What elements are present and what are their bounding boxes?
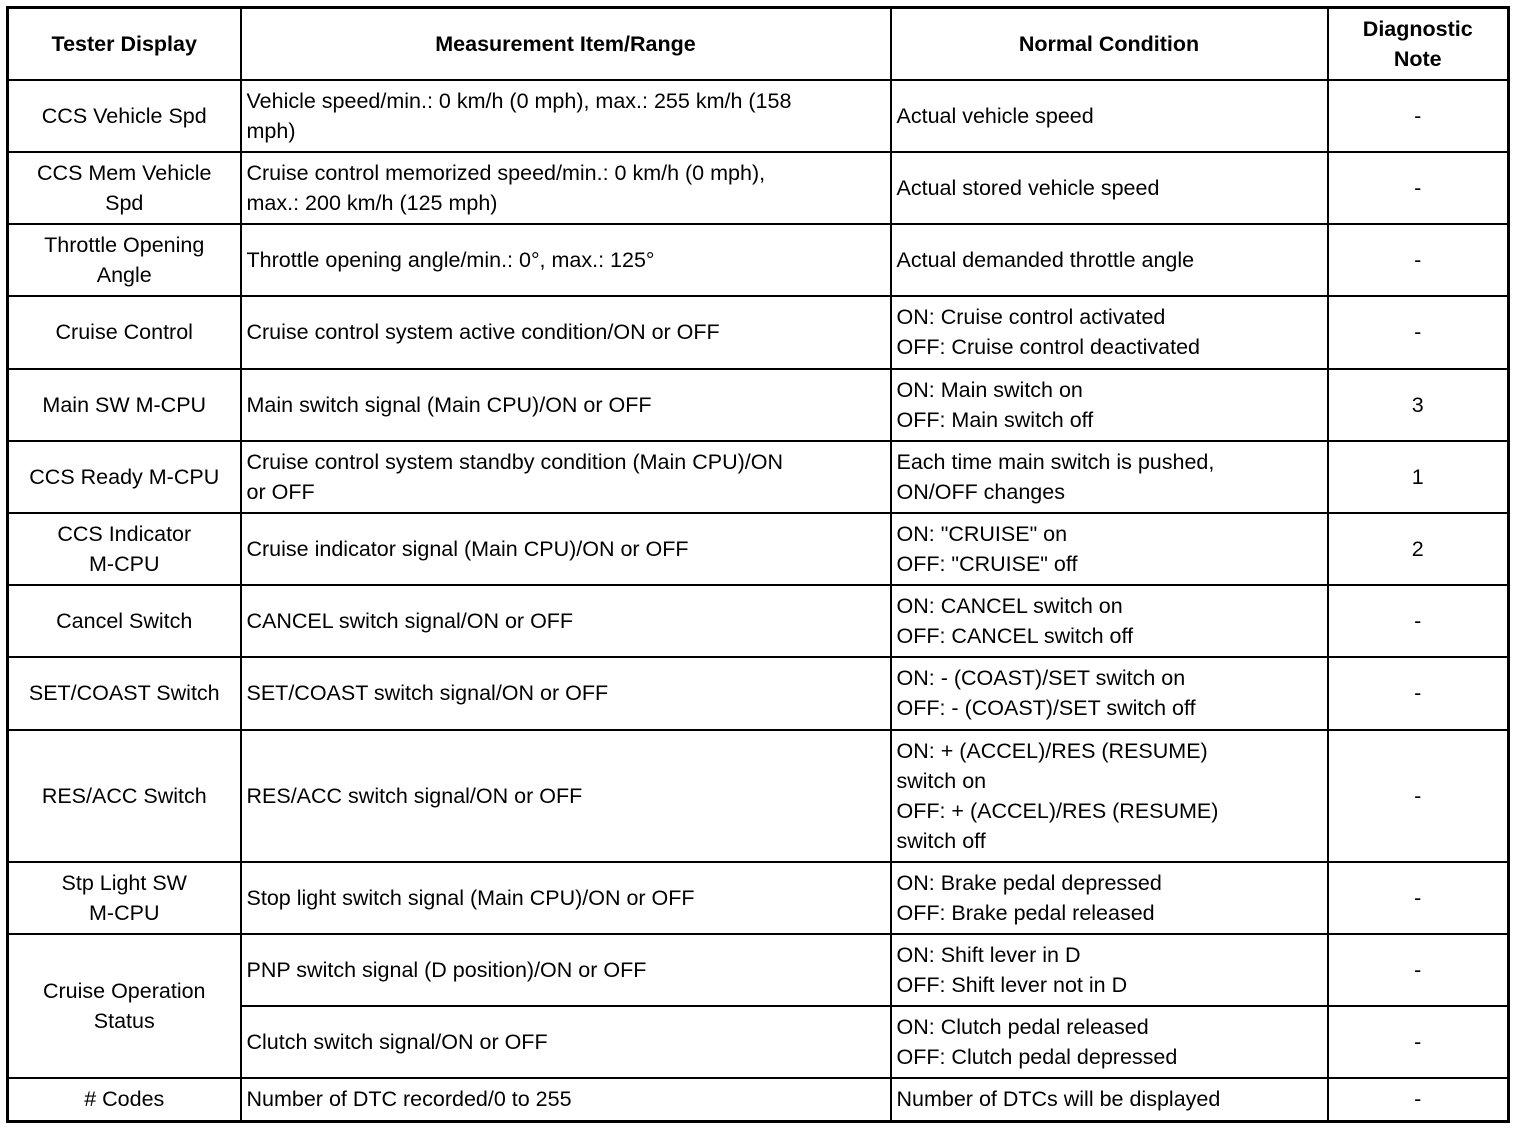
normal-condition-cell (891, 296, 1328, 369)
cell-line: Stop light switch signal (Main CPU)/ON or OFF (246, 885, 695, 910)
tester-display-cell (8, 585, 241, 657)
measurement-cell (241, 513, 891, 585)
cell-line: ON: Shift lever in D (896, 942, 1081, 967)
measurement-cell (241, 441, 891, 513)
header-normal-condition: Normal Condition (891, 8, 1328, 80)
tester-display-cell (8, 934, 241, 1078)
tester-display-cell (8, 224, 241, 296)
cell-line: mph) (246, 118, 296, 143)
cell-line: Cruise control memorized speed/min.: 0 km/h (0 mph), (246, 160, 766, 185)
diagnostic-note-cell: - (1328, 296, 1509, 369)
header-tester-display: Tester Display (8, 8, 241, 80)
normal-condition-cell (891, 862, 1328, 934)
diagnostic-note-cell: - (1328, 934, 1509, 1006)
cell-line: RES/ACC switch signal/ON or OFF (246, 783, 583, 808)
cell-line: CCS Indicator (57, 521, 192, 546)
measurement-cell (241, 80, 891, 152)
measurement-cell (241, 224, 891, 296)
table-row (8, 657, 1509, 730)
cell-line: ON/OFF changes (896, 479, 1065, 504)
tester-display-cell (8, 862, 241, 934)
table-row (8, 1078, 1509, 1122)
cell-line: ON: CANCEL switch on (896, 593, 1123, 618)
cell-line: ON: "CRUISE" on (896, 521, 1068, 546)
cell-line: Number of DTC recorded/0 to 255 (246, 1087, 572, 1112)
diagnostic-note-cell: - (1328, 862, 1509, 934)
cell-line: Spd (105, 190, 144, 215)
cell-line: Main switch signal (Main CPU)/ON or OFF (246, 392, 652, 417)
normal-condition-cell (891, 80, 1328, 152)
cell-line: Main SW M-CPU (42, 392, 207, 417)
tester-display-cell (8, 513, 241, 585)
diagnostic-note-cell: - (1328, 585, 1509, 657)
cell-line: SET/COAST switch signal/ON or OFF (246, 681, 609, 705)
measurement-cell (241, 152, 891, 224)
measurement-cell (241, 657, 891, 730)
data-list-table-container (6, 6, 1510, 1123)
table-row (8, 862, 1509, 934)
diagnostic-note-cell: - (1328, 730, 1509, 862)
tester-display-cell (8, 80, 241, 152)
diagnostic-note-cell: - (1328, 657, 1509, 730)
cell-line: Vehicle speed/min.: 0 km/h (0 mph), max.: 255 km/h (158 (246, 88, 792, 113)
tester-display-cell (8, 441, 241, 513)
cell-line: Status (93, 1008, 155, 1033)
tester-display-cell (8, 369, 241, 441)
cell-line: Cruise control system active condition/ON or OFF (246, 320, 720, 344)
cell-line: SET/COAST Switch (28, 681, 220, 705)
measurement-cell (241, 730, 891, 862)
cell-line: CCS Mem Vehicle (37, 160, 212, 185)
header-diagnostic-note-line1: Diagnostic (1362, 16, 1473, 41)
measurement-cell (241, 862, 891, 934)
diagnostic-note-cell: 3 (1328, 369, 1509, 441)
cell-line: OFF: Brake pedal released (896, 900, 1155, 925)
cell-line: PNP switch signal (D position)/ON or OFF (246, 957, 647, 982)
cell-line: ON: - (COAST)/SET switch on (896, 666, 1186, 690)
cell-line: M-CPU (89, 551, 160, 576)
cell-line: Cruise indicator signal (Main CPU)/ON or OFF (246, 536, 689, 561)
table-row (8, 730, 1509, 862)
cell-line: max.: 200 km/h (125 mph) (246, 190, 498, 215)
cell-line: ON: Brake pedal depressed (896, 870, 1162, 895)
table-row (8, 224, 1509, 296)
measurement-cell (241, 585, 891, 657)
cell-line: OFF: "CRUISE" off (896, 551, 1078, 576)
diagnostic-note-cell: - (1328, 224, 1509, 296)
cell-line: OFF: Cruise control deactivated (896, 335, 1201, 359)
tester-display-cell (8, 1078, 241, 1122)
cell-line: CCS Vehicle Spd (41, 103, 207, 128)
normal-condition-cell (891, 585, 1328, 657)
cell-line: Throttle opening angle/min.: 0°, max.: 125° (246, 247, 655, 272)
normal-condition-cell (891, 657, 1328, 730)
header-row (8, 8, 1509, 80)
cell-line: Cruise Control (55, 320, 193, 344)
measurement-cell (241, 296, 891, 369)
normal-condition-cell (891, 152, 1328, 224)
normal-condition-cell (891, 224, 1328, 296)
cell-line: Cruise control system standby condition (Main CPU)/ON (246, 449, 783, 474)
cell-line: Stp Light SW (61, 870, 187, 895)
table-row (8, 441, 1509, 513)
cell-line: Actual vehicle speed (896, 103, 1094, 128)
measurement-cell (241, 1006, 891, 1078)
cell-line: Clutch switch signal/ON or OFF (246, 1029, 548, 1054)
cell-line: switch off (896, 828, 986, 853)
diagnostic-note-cell: 1 (1328, 441, 1509, 513)
table-row (8, 934, 1509, 1006)
tester-display-cell (8, 657, 241, 730)
cell-line: or OFF (246, 479, 315, 504)
tester-display-cell (8, 296, 241, 369)
cell-line: switch on (896, 768, 987, 793)
cell-line: OFF: Main switch off (896, 407, 1094, 432)
normal-condition-cell (891, 934, 1328, 1006)
normal-condition-cell (891, 513, 1328, 585)
cell-line: Cruise Operation (42, 978, 206, 1003)
diagnostic-note-cell: - (1328, 1006, 1509, 1078)
table-row (8, 369, 1509, 441)
diagnostic-note-cell: 2 (1328, 513, 1509, 585)
tester-display-cell (8, 730, 241, 862)
cell-line: Angle (96, 262, 152, 287)
table-row (8, 296, 1509, 369)
cell-line: CANCEL switch signal/ON or OFF (246, 608, 574, 633)
cell-line: ON: Cruise control activated (896, 305, 1166, 329)
cell-line: OFF: - (COAST)/SET switch off (896, 696, 1196, 720)
cell-line: ON: Clutch pedal released (896, 1014, 1149, 1039)
cell-line: Cancel Switch (56, 608, 193, 633)
table-row (8, 585, 1509, 657)
cell-line: OFF: CANCEL switch off (896, 623, 1134, 648)
measurement-cell (241, 1078, 891, 1122)
table-row (8, 80, 1509, 152)
cell-line: Number of DTCs will be displayed (896, 1087, 1221, 1112)
cell-line: M-CPU (89, 900, 160, 925)
cell-line: OFF: Shift lever not in D (896, 972, 1128, 997)
measurement-cell (241, 934, 891, 1006)
table-row (8, 513, 1509, 585)
cell-line: OFF: + (ACCEL)/RES (RESUME) (896, 798, 1219, 823)
diagnostic-note-cell: - (1328, 152, 1509, 224)
cell-line: OFF: Clutch pedal depressed (896, 1044, 1178, 1069)
table-row (8, 152, 1509, 224)
header-measurement-item-range: Measurement Item/Range (241, 8, 891, 80)
header-diagnostic-note (1328, 8, 1509, 80)
cell-line: ON: Main switch on (896, 377, 1083, 402)
cell-line: Throttle Opening (44, 232, 205, 257)
cell-line: CCS Ready M-CPU (29, 464, 220, 489)
cell-line: Each time main switch is pushed, (896, 449, 1215, 474)
diagnostic-note-cell: - (1328, 1078, 1509, 1122)
diagnostic-note-cell: - (1328, 80, 1509, 152)
normal-condition-cell (891, 1078, 1328, 1122)
cell-line: Actual demanded throttle angle (896, 247, 1195, 272)
tester-display-cell (8, 152, 241, 224)
header-diagnostic-note-line2: Note (1393, 46, 1442, 71)
normal-condition-cell (891, 730, 1328, 862)
cell-line: # Codes (84, 1087, 165, 1112)
normal-condition-cell (891, 441, 1328, 513)
normal-condition-cell (891, 369, 1328, 441)
cell-line: RES/ACC Switch (41, 783, 207, 808)
cell-line: ON: + (ACCEL)/RES (RESUME) (896, 738, 1208, 763)
measurement-cell (241, 369, 891, 441)
cell-line: Actual stored vehicle speed (896, 175, 1160, 200)
data-list-table (6, 6, 1510, 1123)
normal-condition-cell (891, 1006, 1328, 1078)
